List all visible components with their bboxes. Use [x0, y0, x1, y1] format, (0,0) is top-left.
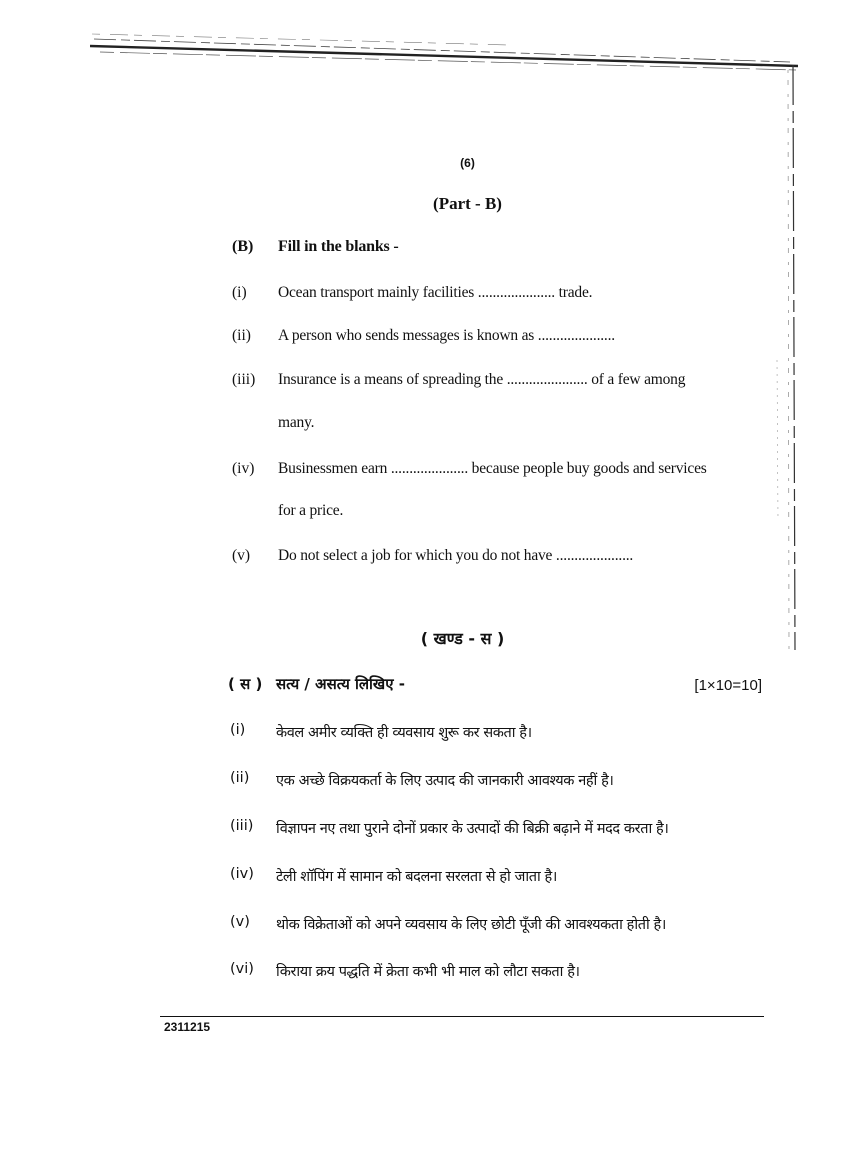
hindi-question-number: (v)	[230, 914, 250, 930]
hindi-question-text: किराया क्रय पद्धति में क्रेता कभी भी माल को लौटा सकता है।	[276, 964, 580, 980]
section-label: (B)	[232, 238, 254, 255]
question-number: (iv)	[232, 460, 255, 477]
section-heading: Fill in the blanks -	[278, 238, 399, 255]
question-text-continued: many.	[278, 414, 315, 431]
question-number: (ii)	[232, 327, 251, 344]
hindi-question-text: केवल अमीर व्यक्ति ही व्यवसाय शुरू कर सकता है।	[276, 725, 532, 741]
hindi-question-text: एक अच्छे विक्रयकर्ता के लिए उत्पाद की जानकारी आवश्यक नहीं है।	[276, 773, 614, 789]
marks-allocation: [1×10=10]	[694, 677, 762, 694]
page-number: (6)	[460, 156, 475, 170]
question-text: Insurance is a means of spreading the ...................... of a few among	[278, 371, 686, 388]
question-text: A person who sends messages is known as .....................	[278, 327, 615, 344]
scan-top-edge	[90, 28, 798, 72]
question-number: (iii)	[232, 371, 256, 388]
hindi-question-text: टेली शॉपिंग में सामान को बदलना सरलता से हो जाता है।	[276, 869, 557, 885]
hindi-question-number: (ii)	[230, 770, 250, 786]
part-title: (Part - B)	[433, 194, 502, 213]
footer-divider	[160, 1016, 764, 1017]
document-code: 2311215	[164, 1020, 211, 1034]
question-text: Businessmen earn ..................... because people buy goods and services	[278, 460, 707, 477]
question-text: Do not select a job for which you do not have .....................	[278, 547, 634, 564]
hindi-question-number: (vi)	[230, 961, 254, 977]
hindi-question-number: (iii)	[230, 818, 254, 834]
hindi-section-label: ( स )	[228, 675, 263, 693]
question-number: (i)	[232, 284, 247, 301]
hindi-question-text: थोक विक्रेताओं को अपने व्यवसाय के लिए छोटी पूँजी की आवश्यकता होती है।	[276, 917, 666, 933]
hindi-section-title: ( खण्ड - स )	[420, 629, 505, 648]
hindi-question-number: (iv)	[230, 866, 254, 882]
scan-right-edge	[768, 60, 798, 660]
question-text-continued: for a price.	[278, 502, 344, 519]
hindi-section-heading: सत्य / असत्य लिखिए -	[276, 675, 405, 693]
hindi-question-number: (i)	[230, 722, 246, 738]
hindi-question-text: विज्ञापन नए तथा पुराने दोनों प्रकार के उत्पादों की बिक्री बढ़ाने में मदद करता है।	[276, 821, 669, 837]
question-number: (v)	[232, 547, 251, 564]
question-text: Ocean transport mainly facilities ..................... trade.	[278, 284, 593, 301]
